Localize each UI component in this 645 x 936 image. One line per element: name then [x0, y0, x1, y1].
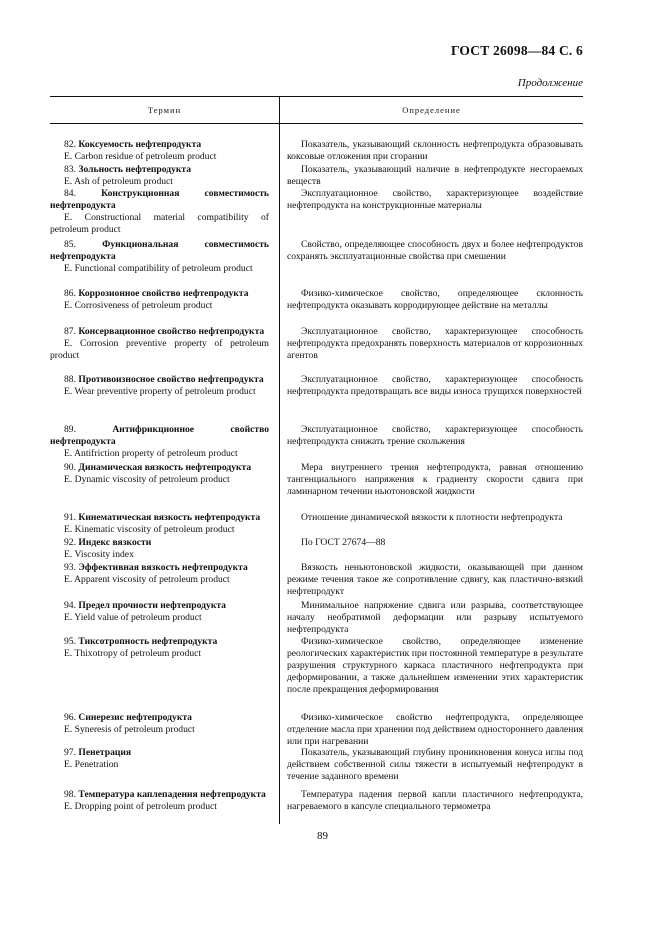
term-number: 93.	[64, 562, 76, 573]
term-ru	[50, 164, 269, 176]
term-en: E. Carbon residue of petroleum product	[64, 150, 217, 162]
definition-cell	[279, 326, 583, 362]
term-cell	[50, 139, 279, 163]
definition-text: Эксплуатационное свойство, характеризующее способность нефтепродукта предохранять поверхность материалов от коррозионных агентов	[287, 326, 583, 361]
table-row	[50, 139, 583, 163]
term-cell	[50, 374, 279, 398]
definition-cell	[279, 188, 583, 236]
table-row	[50, 164, 583, 188]
term-ru	[50, 512, 269, 524]
definition-cell	[279, 600, 583, 636]
term-ru	[50, 288, 269, 300]
column-header-term: Термин	[50, 97, 280, 123]
term-cell	[50, 424, 279, 460]
term-number: 85.	[64, 239, 76, 250]
column-header-definition: Определение	[402, 105, 461, 115]
definition-cell	[279, 537, 583, 561]
term-number: 86.	[64, 288, 76, 299]
term-cell	[50, 636, 279, 696]
definition-text: Температура падения первой капли пластичного нефтепродукта, нагреваемого в капсуле специального термометра	[287, 789, 583, 812]
term-en: E. Functional compatibility of petroleum product	[64, 262, 253, 274]
table-header	[50, 96, 583, 124]
term-ru-text: Тиксотропность нефтепродукта	[78, 636, 218, 647]
term-en: E. Wear preventive property of petroleum product	[64, 385, 256, 397]
table-row	[50, 512, 583, 536]
term-number: 94.	[64, 600, 76, 611]
term-ru	[50, 562, 269, 574]
term-en: E. Ash of petroleum product	[64, 175, 173, 187]
term-ru	[50, 789, 269, 801]
definition-cell	[279, 424, 583, 460]
term-ru-text: Эффективная вязкость нефтепродукта	[78, 562, 248, 573]
term-ru-text: Пенетрация	[78, 747, 132, 758]
term-number: 87.	[64, 326, 76, 337]
term-ru-text: Кинематическая вязкость нефтепродукта	[78, 512, 261, 523]
definition-text: Эксплуатационное свойство, характеризующее способность нефтепродукта предотвращать все виды износа трущихся поверхностей	[287, 374, 583, 397]
term-ru	[50, 424, 269, 448]
term-ru	[50, 462, 269, 474]
table-row	[50, 326, 583, 362]
term-number: 90.	[64, 462, 76, 473]
term-ru	[50, 747, 269, 759]
definition-cell	[279, 562, 583, 598]
term-ru-text: Индекс вязкости	[78, 537, 152, 548]
table-row	[50, 537, 583, 561]
definition-cell	[279, 239, 583, 275]
table-row	[50, 636, 583, 696]
term-ru	[50, 139, 269, 151]
term-ru-text: Консервационное свойство нефтепродукта	[78, 326, 265, 337]
term-ru	[50, 188, 269, 212]
page-number: 89	[317, 830, 328, 842]
definition-cell	[279, 462, 583, 498]
definition-cell	[279, 747, 583, 783]
table-row	[50, 462, 583, 498]
term-en: E. Syneresis of petroleum product	[64, 723, 195, 735]
table-row	[50, 239, 583, 275]
definition-text: Физико-химическое свойство, определяющее склонность нефтепродукта оказывать корродирующее действие на металлы	[287, 288, 583, 311]
definition-text: Свойство, определяющее способность двух и более нефтепродуктов сохранять эксплуатационные свойства при смешении	[287, 239, 583, 262]
term-ru-text: Конструкционная совместимость нефтепродукта	[50, 188, 269, 211]
definition-cell	[279, 712, 583, 748]
definition-text: Эксплуатационное свойство, характеризующее воздействие нефтепродукта на конструкционные материалы	[287, 188, 583, 211]
term-ru-text: Предел прочности нефтепродукта	[78, 600, 226, 611]
term-cell	[50, 512, 279, 536]
term-number: 82.	[64, 139, 76, 150]
term-cell	[50, 164, 279, 188]
table-row	[50, 288, 583, 312]
term-number: 88.	[64, 374, 76, 385]
table-body	[50, 124, 583, 824]
definition-cell	[279, 789, 583, 813]
table-row	[50, 747, 583, 783]
term-en: E. Viscosity index	[64, 548, 134, 560]
term-number: 89.	[64, 424, 76, 435]
term-en: E. Dropping point of petroleum product	[64, 800, 217, 812]
continuation-label: Продолжение	[517, 77, 583, 89]
term-number: 98.	[64, 789, 76, 800]
definition-text: Показатель, указывающий глубину проникновения конуса иглы под действием собственной силы тяжести в испытуемый нефтепродукт в течение заданного времени	[287, 747, 583, 782]
term-en: E. Constructional material compatibility of petroleum product	[50, 211, 269, 235]
term-ru	[50, 374, 269, 386]
definition-cell	[279, 636, 583, 696]
term-cell	[50, 712, 279, 748]
definition-text: Отношение динамической вязкости к плотности нефтепродукта	[301, 512, 563, 523]
term-ru-text: Зольность нефтепродукта	[78, 164, 192, 175]
term-cell	[50, 747, 279, 783]
term-number: 83.	[64, 164, 76, 175]
definition-cell	[279, 374, 583, 398]
term-en: E. Penetration	[64, 758, 119, 770]
term-en: E. Thixotropy of petroleum product	[64, 647, 202, 659]
definition-text: По ГОСТ 27674—88	[301, 537, 386, 548]
table-row	[50, 789, 583, 813]
term-en: E. Corrosion preventive property of petroleum product	[50, 337, 269, 361]
term-number: 92.	[64, 537, 76, 548]
term-cell	[50, 326, 279, 362]
table-row	[50, 712, 583, 748]
term-number: 97.	[64, 747, 76, 758]
term-ru	[50, 326, 269, 338]
term-ru	[50, 239, 269, 263]
definition-cell	[279, 512, 583, 536]
term-en: E. Apparent viscosity of petroleum product	[64, 573, 230, 585]
definition-text: Вязкость неньютоновской жидкости, оказывающей при данном режиме течения такое же сопротивление сдвигу, как пластично-вязкий нефтепродукт	[287, 562, 583, 597]
term-number: 95.	[64, 636, 76, 647]
term-ru	[50, 636, 269, 648]
term-ru-text: Синерезис нефтепродукта	[78, 712, 192, 723]
term-en: E. Antifriction property of petroleum product	[64, 447, 238, 459]
term-number: 91.	[64, 512, 76, 523]
term-ru-text: Коксуемость нефтепродукта	[78, 139, 202, 150]
definition-cell	[279, 139, 583, 163]
term-ru-text: Функциональная совместимость нефтепродукта	[50, 239, 269, 262]
term-cell	[50, 462, 279, 498]
term-ru-text: Температура каплепадения нефтепродукта	[78, 789, 266, 800]
term-number: 96.	[64, 712, 76, 723]
page-header: ГОСТ 26098—84 С. 6	[450, 43, 583, 58]
term-ru	[50, 537, 269, 549]
definition-text: Эксплуатационное свойство, характеризующее способность нефтепродукта снижать трение скольжения	[287, 424, 583, 447]
term-cell	[50, 600, 279, 636]
term-ru	[50, 600, 269, 612]
table-row	[50, 188, 583, 236]
term-cell	[50, 789, 279, 813]
table-row	[50, 562, 583, 598]
definition-text: Показатель, указывающий склонность нефтепродукта образовывать коксовые отложения при сгорании	[287, 139, 583, 162]
definition-cell	[279, 164, 583, 188]
term-cell	[50, 239, 279, 275]
table-row	[50, 600, 583, 636]
term-ru-text: Коррозионное свойство нефтепродукта	[78, 288, 249, 299]
definition-text: Физико-химическое свойство нефтепродукта, определяющее отделение масла при хранении под действием одностороннего давления или при нагревании	[287, 712, 583, 747]
terms-table	[50, 96, 583, 824]
term-ru	[50, 712, 269, 724]
term-ru-text: Динамическая вязкость нефтепродукта	[78, 462, 252, 473]
table-row	[50, 424, 583, 460]
term-cell	[50, 562, 279, 598]
term-ru-text: Антифрикционное свойство нефтепродукта	[50, 424, 269, 447]
definition-text: Показатель, указывающий наличие в нефтепродукте несгораемых веществ	[287, 164, 583, 187]
term-number: 84.	[64, 188, 76, 199]
definition-text: Минимальное напряжение сдвига или разрыва, соответствующее началу необратимой деформации или разрыву испытуемого нефтепродукта	[287, 600, 583, 635]
definition-text: Мера внутреннего трения нефтепродукта, равная отношению тангенциального напряжения к градиенту скорости сдвига при ламинарном течении ньютоновской жидкости	[287, 462, 583, 497]
term-en: E. Yield value of petroleum product	[64, 611, 202, 623]
term-cell	[50, 537, 279, 561]
term-cell	[50, 188, 279, 236]
definition-cell	[279, 288, 583, 312]
term-en: E. Kinematic viscosity of petroleum product	[64, 523, 235, 535]
term-en: E. Dynamic viscosity of petroleum product	[64, 473, 230, 485]
definition-text: Физико-химическое свойство, определяющее изменение реологических характеристик при постоянной температуре в результате разрушения структурного каркаса пластичного нефтепродукта при деформировании, а также дальнейшем изменении этих характеристик после прекращения деформирования	[287, 636, 583, 695]
term-cell	[50, 288, 279, 312]
table-row	[50, 374, 583, 398]
term-ru-text: Противоизносное свойство нефтепродукта	[78, 374, 264, 385]
term-en: E. Corrosiveness of petroleum product	[64, 299, 213, 311]
